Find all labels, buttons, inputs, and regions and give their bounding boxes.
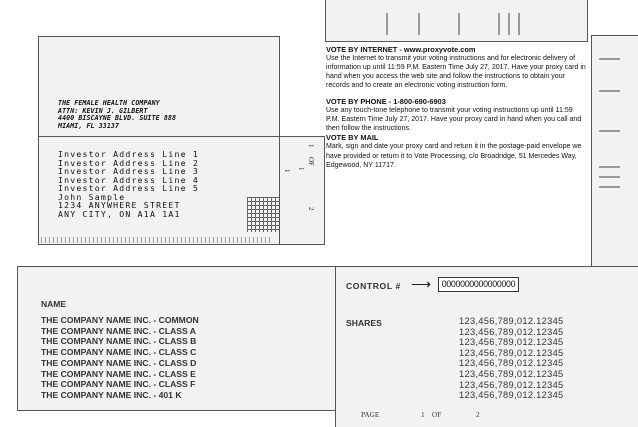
barcode-bar <box>599 186 620 188</box>
investor-address-line: Investor Address Line 5 <box>58 183 199 194</box>
holding-name: THE COMPANY NAME INC. - CLASS F <box>41 379 196 390</box>
return-address-line: THE FEMALE HEALTH COMPANY <box>58 99 160 107</box>
investor-address <box>58 150 199 218</box>
side-page-of: OF <box>307 157 315 166</box>
holding-name: THE COMPANY NAME INC. - CLASS D <box>41 357 197 368</box>
investor-address-panel <box>38 136 280 245</box>
barcode-bar <box>599 58 620 60</box>
share-amount: 123,456,789,012.12345 <box>459 379 564 390</box>
side-page-current: 1 <box>307 144 315 148</box>
barcode-bar <box>418 13 420 35</box>
barcode-bar <box>498 13 500 35</box>
share-amount: 123,456,789,012.12345 <box>459 358 564 369</box>
investor-street: 1234 ANYWHERE STREET <box>58 200 181 211</box>
return-address-line: 4400 BISCAYNE BLVD. SUITE 888 <box>58 114 177 123</box>
voting-instructions <box>326 45 588 170</box>
side-page-total: 2 <box>307 207 315 211</box>
vote-mail-body: Mark, sign and date your proxy card and return it in the postage-paid envelope we have provided or return it to Vote Processing, c/o Broadridge, 51 Mercedes Way, Edgewood, NY 11717. <box>326 143 582 169</box>
holding-name: THE COMPANY NAME INC. - COMMON <box>41 315 199 325</box>
share-amount: 123,456,789,012.12345 <box>459 347 564 358</box>
page-total: 2 <box>476 410 480 419</box>
side-code: 1 <box>297 167 305 171</box>
barcode-bar <box>518 13 520 35</box>
side-page-marker-panel <box>279 136 325 245</box>
control-number-label: CONTROL # <box>346 281 401 291</box>
share-amount: 123,456,789,012.12345 <box>459 390 564 401</box>
barcode-bar <box>508 13 510 35</box>
holdings-shares-panel <box>335 266 638 427</box>
investor-name: John Sample <box>58 191 126 202</box>
investor-address-line: Investor Address Line 1 <box>58 149 199 159</box>
return-address-panel <box>38 36 280 137</box>
investor-city: ANY CITY, ON A1A 1A1 <box>58 208 181 219</box>
share-amount: 123,456,789,012.12345 <box>459 316 564 326</box>
top-barcode-panel <box>325 0 588 42</box>
page-footer <box>361 410 480 419</box>
holding-name: THE COMPANY NAME INC. - CLASS C <box>41 347 197 358</box>
holding-name: THE COMPANY NAME INC. - CLASS E <box>41 368 196 379</box>
investor-address-line: Investor Address Line 2 <box>58 157 199 168</box>
return-address <box>58 100 176 131</box>
side-barcode-panel <box>591 35 638 267</box>
arrow-right-icon: ⟶ <box>411 276 432 292</box>
barcode-bar <box>599 166 620 168</box>
holding-name-list <box>41 315 199 401</box>
return-address-line: ATTN: KEVIN J. GILBERT <box>58 106 148 115</box>
name-column-header: NAME <box>41 299 67 309</box>
share-amount: 123,456,789,012.12345 <box>459 337 564 348</box>
page-label: PAGE <box>361 410 380 419</box>
investor-address-line: Investor Address Line 3 <box>58 166 199 177</box>
control-number-box: 0000000000000000 <box>438 277 519 292</box>
registration-grid-mark <box>247 197 281 232</box>
barcode-bar <box>599 176 620 178</box>
return-address-line: MIAMI, FL 33137 <box>58 122 120 131</box>
holdings-name-panel <box>17 266 337 411</box>
barcode-bar <box>599 90 620 92</box>
barcode-bar <box>458 13 460 35</box>
vote-internet-heading: VOTE BY INTERNET - www.proxyvote.com <box>326 45 476 54</box>
page-current: 1 <box>421 410 425 419</box>
side-code: 1 <box>283 169 291 173</box>
barcode-bar <box>599 130 620 132</box>
vote-phone-heading: VOTE BY PHONE - 1-800-690-6903 <box>326 97 446 107</box>
page-of-label: OF <box>432 410 442 419</box>
investor-address-line: Investor Address Line 4 <box>58 174 199 185</box>
vote-phone-body: Use any touch-tone telephone to transmit your voting instructions up until 11:59 P.M. Eastern Time July 27, 2017. Have your proxy card in hand when you call and then follow the instructions. <box>326 107 582 133</box>
holding-name: THE COMPANY NAME INC. - 401 K <box>41 389 182 400</box>
share-amount: 123,456,789,012.12345 <box>459 368 564 379</box>
barcode-bar <box>386 13 388 35</box>
shares-list <box>459 316 564 401</box>
share-amount: 123,456,789,012.12345 <box>459 326 564 337</box>
holding-name: THE COMPANY NAME INC. - CLASS A <box>41 325 197 336</box>
vote-internet-body: Use the Internet to transmit your voting instructions and for electronic delivery of information up until 11:59 P.M. Eastern Time July 27, 2017. Have your proxy card in hand when you access the web site and follow the instructions to obtain your records and to create an electronic voting instruction form. <box>326 55 586 90</box>
vote-mail-heading: VOTE BY MAIL <box>326 133 379 143</box>
shares-column-header: SHARES <box>346 318 382 328</box>
postal-barcode-ruler <box>41 237 273 243</box>
holding-name: THE COMPANY NAME INC. - CLASS B <box>41 336 197 347</box>
